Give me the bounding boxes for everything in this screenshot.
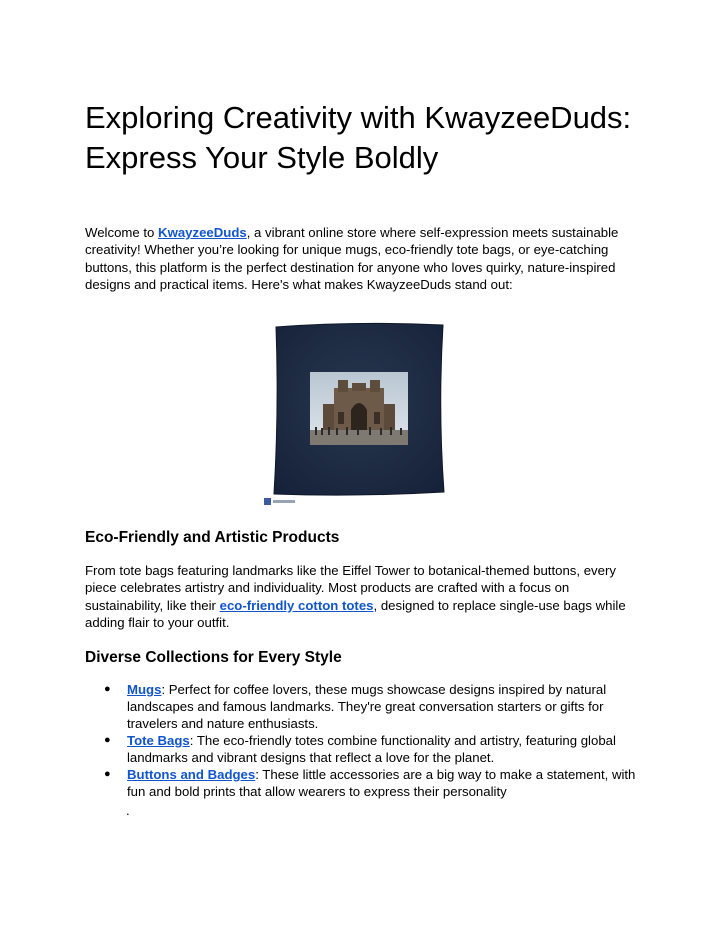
section-heading-diverse-collections: Diverse Collections for Every Style [85,649,342,666]
bullet-icon: ● [104,734,111,746]
intro-text: , a vibrant online store where self-expression meets sustainable creativity! Whether you’re looking for unique mugs, eco-friendly tote bags, or eye-catching buttons, this platform is the perfect destination for anyone who loves quirky, nature-inspired designs and practical items. Here's what makes KwayzeeDuds stand out: [85,225,619,292]
list-item [104,732,644,766]
brand-logo-icon [264,498,295,505]
eco-friendly-paragraph [85,562,645,631]
trailing-period: . [126,803,130,818]
title-line-1: Exploring Creativity with KwayzeeDuds: [85,100,632,135]
eco-friendly-totes-link[interactable]: eco-friendly cotton totes [219,597,374,613]
list-item [104,681,644,732]
buttons-and-badges-link[interactable]: Buttons and Badges [127,767,256,782]
intro-prefix: Welcome to [85,225,159,240]
collections-list [104,681,644,800]
intro-paragraph [85,224,645,293]
bullet-icon: ● [104,683,111,695]
mugs-description: : Perfect for coffee lovers, these mugs showcase designs inspired by natural landscapes and famous landmarks. They're great conversation starters or gifts for travelers and nature enthusiasts. [127,682,607,731]
page-title [85,98,645,178]
list-item [104,766,644,800]
pillow-illustration [262,320,452,510]
mugs-link[interactable]: Mugs [127,682,162,697]
product-image [262,320,452,510]
tote-bags-description: : The eco-friendly totes combine functionality and artistry, featuring global landmarks and vibrant designs that reflect a love for the planet. [127,733,616,765]
kwayzeeduds-link[interactable]: KwayzeeDuds [158,225,247,240]
buttons-and-badges-description: : These little accessories are a big way to make a statement, with fun and bold prints that allow wearers to express their personality [127,767,636,799]
tote-bags-link[interactable]: Tote Bags [127,733,190,748]
eco-text-after: , designed to replace single-use bags while adding flair to your outfit. [85,597,626,630]
bullet-icon: ● [104,768,111,780]
section-heading-eco-friendly: Eco-Friendly and Artistic Products [85,529,340,546]
title-line-2: Express Your Style Boldly [85,140,439,175]
eco-text-before: From tote bags featuring landmarks like the Eiffel Tower to botanical-themed buttons, every piece celebrates artistry and individuality. Most products are crafted with a focus on sustainability, like their [85,563,616,613]
